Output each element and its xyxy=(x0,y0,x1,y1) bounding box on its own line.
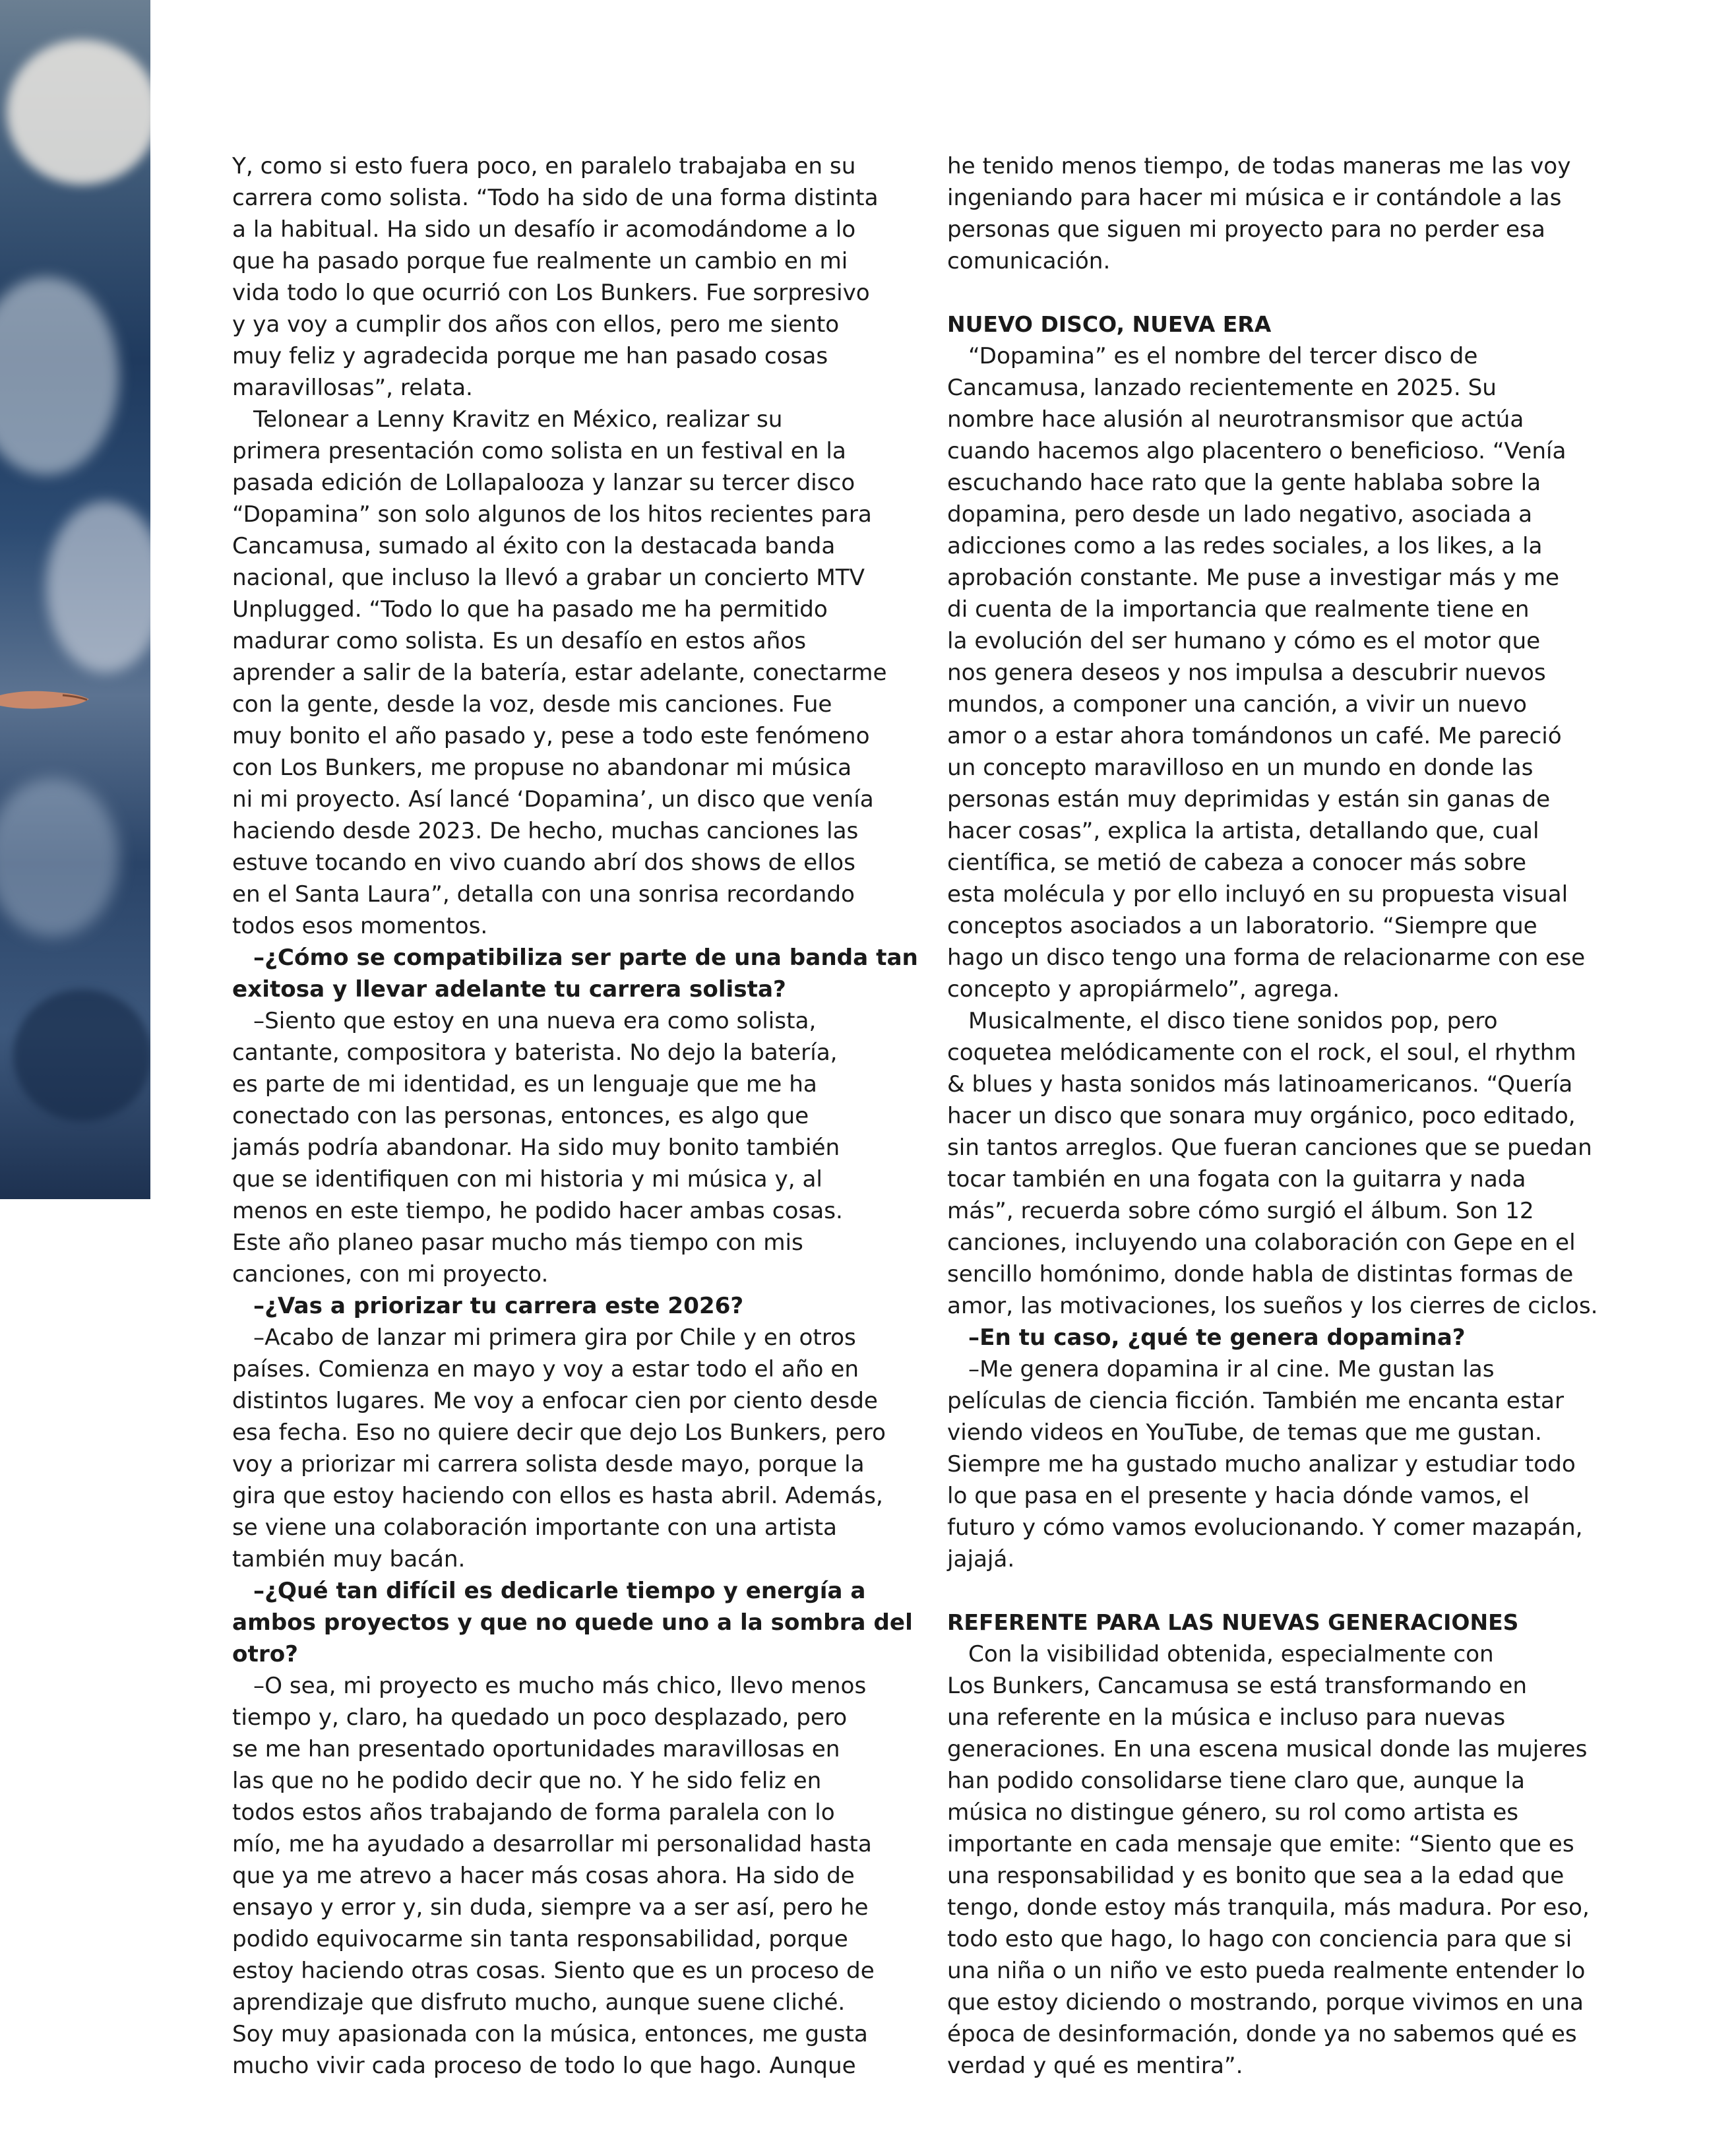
text-line: que ha pasado porque fue realmente un cambio en mi xyxy=(232,248,848,274)
text-line: esa fecha. Eso no quiere decir que dejo Los Bunkers, pero xyxy=(232,1419,886,1446)
text-line: nombre hace alusión al neurotransmisor que actúa xyxy=(947,406,1524,433)
text-line: Los Bunkers, Cancamusa se está transformando en xyxy=(947,1673,1528,1699)
text-line: carrera como solista. “Todo ha sido de una forma distinta xyxy=(232,185,879,211)
text-line: estoy haciendo otras cosas. Siento que es un proceso de xyxy=(232,1958,875,1984)
text-line: música no distingue género, su rol como artista es xyxy=(947,1799,1519,1826)
text-line: hago un disco tengo una forma de relacionarme con ese xyxy=(947,945,1586,971)
photo-strip xyxy=(0,0,150,1199)
text-line: exitosa y llevar adelante tu carrera solista? xyxy=(232,976,786,1003)
text-line: Este año planeo pasar mucho más tiempo con mis xyxy=(232,1229,803,1256)
text-line: otro? xyxy=(232,1641,299,1667)
text-line: madurar como solista. Es un desafío en estos años xyxy=(232,628,807,654)
text-line: que estoy diciendo o mostrando, porque vivimos en una xyxy=(947,1989,1584,2016)
text-line: época de desinformación, donde ya no sabemos qué es xyxy=(947,2021,1577,2047)
text-line: se me han presentado oportunidades maravillosas en xyxy=(232,1736,840,1762)
text-line: viendo videos en YouTube, de temas que me gustan. xyxy=(947,1419,1542,1446)
text-line: tiempo y, claro, ha quedado un poco desplazado, pero xyxy=(232,1704,848,1731)
body-paragraph xyxy=(947,1353,1633,1575)
text-line: amor, las motivaciones, los sueños y los cierres de ciclos. xyxy=(947,1293,1598,1319)
text-line: todo esto que hago, lo hago con conciencia para que si xyxy=(947,1926,1572,1952)
text-line: Cancamusa, lanzado recientemente en 2025. Su xyxy=(947,375,1497,401)
text-line: ni mi proyecto. Así lancé ‘Dopamina’, un disco que venía xyxy=(232,786,874,813)
text-line: mío, me ha ayudado a desarrollar mi personalidad hasta xyxy=(232,1831,872,1857)
photo-highlight xyxy=(46,501,150,673)
hand-image xyxy=(0,683,92,716)
body-paragraph xyxy=(232,1670,918,2082)
text-line: pasada edición de Lollapalooza y lanzar su tercer disco xyxy=(232,470,855,496)
text-line: comunicación. xyxy=(947,248,1111,274)
text-line: cuando hacemos algo placentero o beneficioso. “Venía xyxy=(947,438,1566,464)
text-line: voy a priorizar mi carrera solista desde mayo, porque la xyxy=(232,1451,865,1477)
interview-question xyxy=(947,1322,1633,1353)
text-line: científica, se metió de cabeza a conocer más sobre xyxy=(947,850,1527,876)
photo-shadow xyxy=(13,989,150,1121)
text-line: menos en este tiempo, he podido hacer ambas cosas. xyxy=(232,1198,843,1224)
text-line: concepto y apropiármelo”, agrega. xyxy=(947,976,1340,1003)
text-line: todos esos momentos. xyxy=(232,913,488,939)
text-line: –Siento que estoy en una nueva era como solista, xyxy=(253,1008,817,1034)
text-line: amor o a estar ahora tomándonos un café. Me pareció xyxy=(947,723,1562,749)
text-line: –¿Vas a priorizar tu carrera este 2026? xyxy=(253,1293,744,1319)
text-line: se viene una colaboración importante con una artista xyxy=(232,1514,838,1541)
text-line: las que no he podido decir que no. Y he sido feliz en xyxy=(232,1768,822,1794)
text-line: aprendizaje que disfruto mucho, aunque suene cliché. xyxy=(232,1989,846,2016)
text-line: vida todo lo que ocurrió con Los Bunkers. Fue sorpresivo xyxy=(232,280,870,306)
text-line: canciones, incluyendo una colaboración con Gepe en el xyxy=(947,1229,1576,1256)
text-line: Telonear a Lenny Kravitz en México, realizar su xyxy=(253,406,783,433)
text-line: personas están muy deprimidas y están sin ganas de xyxy=(947,786,1551,813)
text-line: primera presentación como solista en un festival en la xyxy=(232,438,846,464)
text-line: que se identifiquen con mi historia y mi música y, al xyxy=(232,1166,822,1193)
text-line: –¿Qué tan difícil es dedicarle tiempo y energía a xyxy=(253,1578,866,1604)
section-heading: REFERENTE PARA LAS NUEVAS GENERACIONES xyxy=(947,1609,1519,1635)
text-line: estuve tocando en vivo cuando abrí dos shows de ellos xyxy=(232,850,855,876)
body-paragraph xyxy=(232,1322,918,1575)
text-line: tengo, donde estoy más tranquila, más madura. Por eso, xyxy=(947,1894,1590,1921)
text-line: y ya voy a cumplir dos años con ellos, pero me siento xyxy=(232,311,840,338)
text-line: Con la visibilidad obtenida, especialmente con xyxy=(968,1641,1494,1667)
text-line: cantante, compositora y baterista. No dejo la batería, xyxy=(232,1040,838,1066)
interview-question xyxy=(232,942,918,1005)
text-line: mundos, a componer una canción, a vivir un nuevo xyxy=(947,691,1527,718)
body-paragraph xyxy=(947,1638,1633,2082)
article-column-left xyxy=(232,150,918,2082)
text-line: conceptos asociados a un laboratorio. “Siempre que xyxy=(947,913,1537,939)
text-line: di cuenta de la importancia que realmente tiene en xyxy=(947,596,1530,623)
photo-highlight xyxy=(7,40,150,185)
text-line: jamás podría abandonar. Ha sido muy bonito también xyxy=(232,1134,840,1161)
photo-highlight xyxy=(0,778,119,937)
text-line: jajajá. xyxy=(947,1546,1015,1572)
text-line: –En tu caso, ¿qué te genera dopamina? xyxy=(968,1324,1466,1351)
text-line: canciones, con mi proyecto. xyxy=(232,1261,549,1288)
text-line: gira que estoy haciendo con ellos es hasta abril. Además, xyxy=(232,1483,883,1509)
text-line: más”, recuerda sobre cómo surgió el álbum. Son 12 xyxy=(947,1198,1534,1224)
text-line: ensayo y error y, sin duda, siempre va a ser así, pero he xyxy=(232,1894,869,1921)
text-line: escuchando hace rato que la gente hablaba sobre la xyxy=(947,470,1541,496)
text-line: –O sea, mi proyecto es mucho más chico, llevo menos xyxy=(253,1673,867,1699)
text-line: distintos lugares. Me voy a enfocar cien por ciento desde xyxy=(232,1388,878,1414)
text-line: generaciones. En una escena musical donde las mujeres xyxy=(947,1736,1588,1762)
text-line: conectado con las personas, entonces, es algo que xyxy=(232,1103,809,1129)
body-paragraph xyxy=(232,150,918,404)
text-line: –¿Cómo se compatibiliza ser parte de una banda tan xyxy=(253,945,918,971)
text-line: han podido consolidarse tiene claro que, aunque la xyxy=(947,1768,1525,1794)
text-line: Unplugged. “Todo lo que ha pasado me ha permitido xyxy=(232,596,828,623)
text-line: he tenido menos tiempo, de todas maneras me las voy xyxy=(947,153,1571,179)
text-line: sin tantos arreglos. Que fueran canciones que se puedan xyxy=(947,1134,1592,1161)
text-line: lo que pasa en el presente y hacia dónde vamos, el xyxy=(947,1483,1530,1509)
interview-question xyxy=(232,1575,918,1670)
interview-question xyxy=(232,1290,918,1322)
body-paragraph xyxy=(232,404,918,942)
text-line: que ya me atrevo a hacer más cosas ahora. Ha sido de xyxy=(232,1863,855,1889)
text-line: una referente en la música e incluso para nuevas xyxy=(947,1704,1506,1731)
text-line: personas que siguen mi proyecto para no perder esa xyxy=(947,216,1545,243)
text-line: todos estos años trabajando de forma paralela con lo xyxy=(232,1799,835,1826)
section-heading: NUEVO DISCO, NUEVA ERA xyxy=(947,311,1272,337)
body-paragraph xyxy=(947,150,1633,277)
text-line: películas de ciencia ficción. También me encanta estar xyxy=(947,1388,1565,1414)
text-line: una niña o un niño ve esto pueda realmente entender lo xyxy=(947,1958,1586,1984)
text-line: “Dopamina” es el nombre del tercer disco de xyxy=(968,343,1478,369)
text-line: nacional, que incluso la llevó a grabar un concierto MTV xyxy=(232,565,865,591)
text-line: verdad y qué es mentira”. xyxy=(947,2053,1243,2079)
text-line: futuro y cómo vamos evolucionando. Y comer mazapán, xyxy=(947,1514,1583,1541)
text-line: muy bonito el año pasado y, pese a todo este fenómeno xyxy=(232,723,870,749)
text-line: un concepto maravilloso en un mundo en donde las xyxy=(947,755,1534,781)
text-line: importante en cada mensaje que emite: “Siento que es xyxy=(947,1831,1574,1857)
text-line: muy feliz y agradecida porque me han pasado cosas xyxy=(232,343,828,369)
text-line: ambos proyectos y que no quede uno a la sombra del xyxy=(232,1609,913,1636)
text-line: Musicalmente, el disco tiene sonidos pop, pero xyxy=(968,1008,1498,1034)
text-line: hacer cosas”, explica la artista, detallando que, cual xyxy=(947,818,1539,844)
text-line: –Me genera dopamina ir al cine. Me gustan las xyxy=(968,1356,1495,1382)
text-line: Siempre me ha gustado mucho analizar y estudiar todo xyxy=(947,1451,1576,1477)
text-line: países. Comienza en mayo y voy a estar todo el año en xyxy=(232,1356,859,1382)
text-line: nos genera deseos y nos impulsa a descubrir nuevos xyxy=(947,660,1546,686)
body-paragraph xyxy=(947,340,1633,1005)
text-line: también muy bacán. xyxy=(232,1546,466,1572)
text-line: con la gente, desde la voz, desde mis canciones. Fue xyxy=(232,691,832,718)
text-line: podido equivocarme sin tanta responsabilidad, porque xyxy=(232,1926,848,1952)
text-line: haciendo desde 2023. De hecho, muchas canciones las xyxy=(232,818,859,844)
text-line: mucho vivir cada proceso de todo lo que hago. Aunque xyxy=(232,2053,856,2079)
photo-highlight xyxy=(0,277,119,475)
text-line: dopamina, pero desde un lado negativo, asociada a xyxy=(947,501,1533,528)
text-line: –Acabo de lanzar mi primera gira por Chile y en otros xyxy=(253,1324,856,1351)
text-line: una responsabilidad y es bonito que sea a la edad que xyxy=(947,1863,1565,1889)
text-line: Soy muy apasionada con la música, entonces, me gusta xyxy=(232,2021,868,2047)
text-line: aprender a salir de la batería, estar adelante, conectarme xyxy=(232,660,887,686)
text-line: es parte de mi identidad, es un lenguaje que me ha xyxy=(232,1071,817,1098)
text-line: la evolución del ser humano y cómo es el motor que xyxy=(947,628,1541,654)
body-paragraph xyxy=(232,1005,918,1290)
text-line: & blues y hasta sonidos más latinoamericanos. “Quería xyxy=(947,1071,1573,1098)
text-line: adicciones como a las redes sociales, a los likes, a la xyxy=(947,533,1543,559)
text-line: Y, como si esto fuera poco, en paralelo trabajaba en su xyxy=(232,153,856,179)
body-paragraph xyxy=(947,1005,1633,1322)
text-line: a la habitual. Ha sido un desafío ir acomodándome a lo xyxy=(232,216,856,243)
text-line: en el Santa Laura”, detalla con una sonrisa recordando xyxy=(232,881,855,908)
article-column-right xyxy=(947,150,1633,2082)
section-gap xyxy=(947,1575,1633,1607)
text-line: sencillo homónimo, donde habla de distintas formas de xyxy=(947,1261,1574,1288)
text-line: maravillosas”, relata. xyxy=(232,375,473,401)
text-line: Cancamusa, sumado al éxito con la destacada banda xyxy=(232,533,836,559)
text-line: tocar también en una fogata con la guitarra y nada xyxy=(947,1166,1526,1193)
text-line: con Los Bunkers, me propuse no abandonar mi música xyxy=(232,755,852,781)
section-gap xyxy=(947,277,1633,309)
text-line: aprobación constante. Me puse a investigar más y me xyxy=(947,565,1560,591)
text-line: esta molécula y por ello incluyó en su propuesta visual xyxy=(947,881,1568,908)
text-line: ingeniando para hacer mi música e ir contándole a las xyxy=(947,185,1562,211)
text-line: hacer un disco que sonara muy orgánico, poco editado, xyxy=(947,1103,1576,1129)
text-line: coquetea melódicamente con el rock, el soul, el rhythm xyxy=(947,1040,1576,1066)
text-line: “Dopamina” son solo algunos de los hitos recientes para xyxy=(232,501,872,528)
